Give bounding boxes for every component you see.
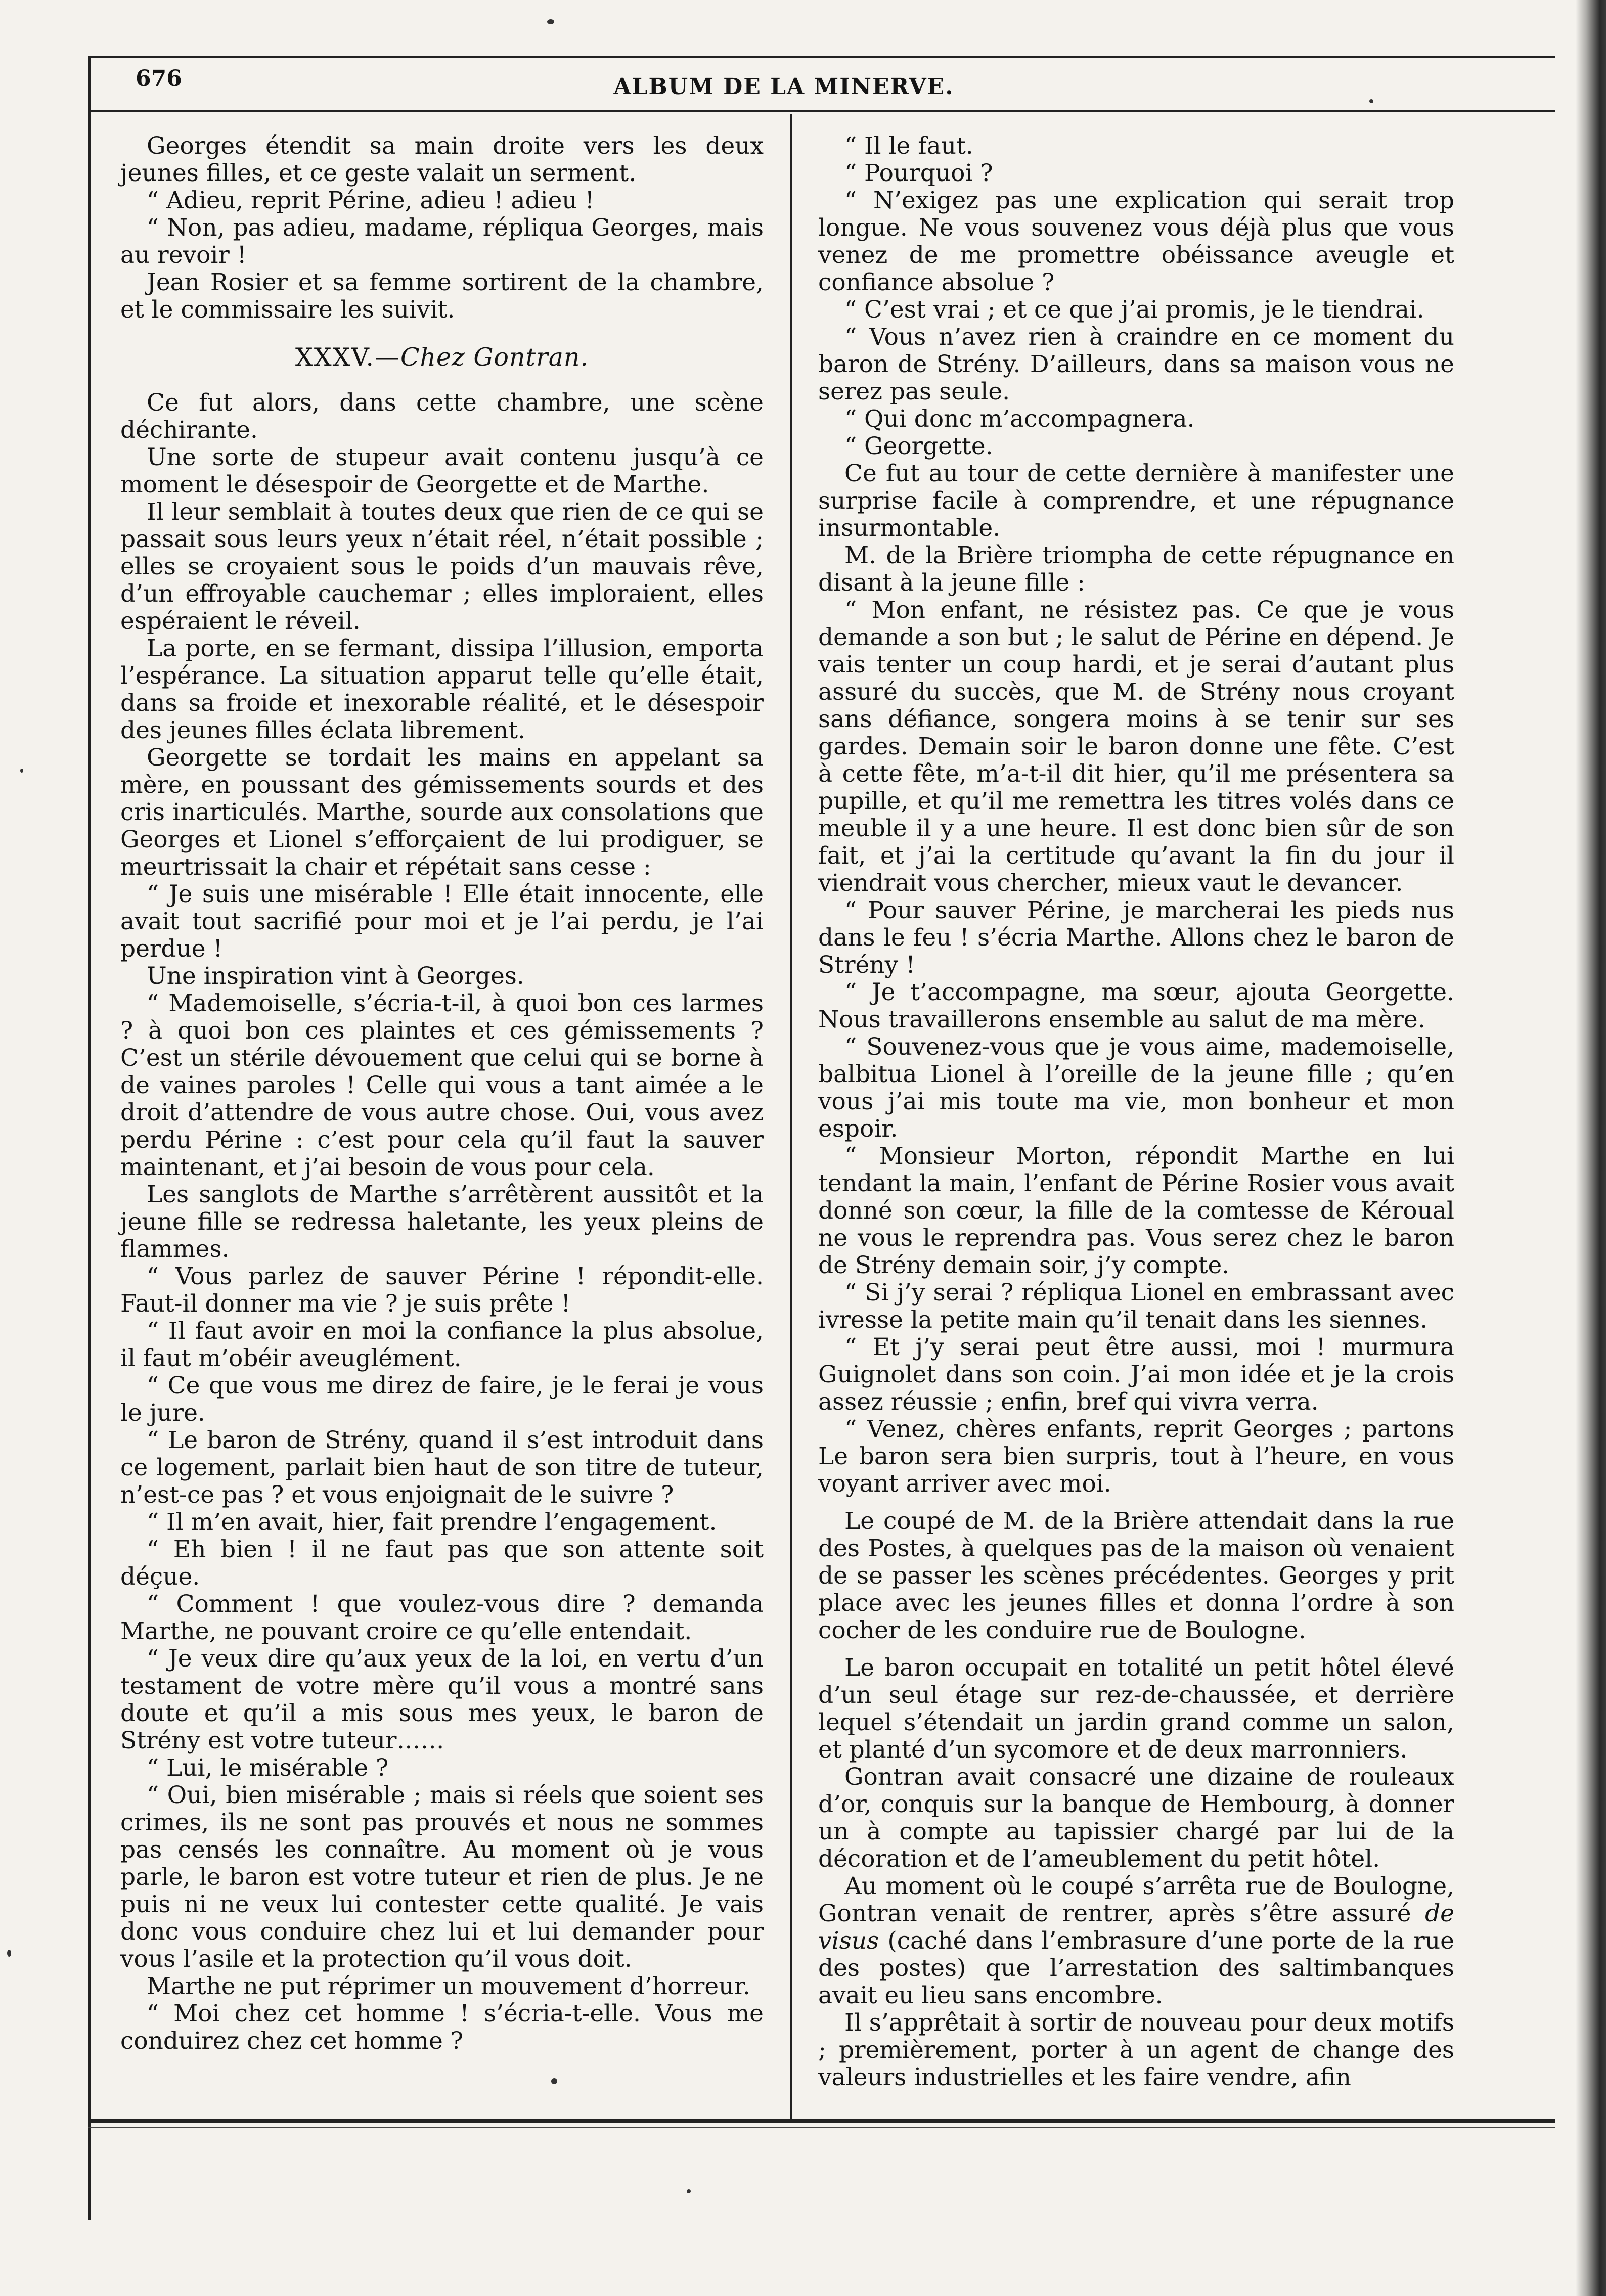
paragraph: “ Oui, bien misérable ; mais si réels que soient ses crimes, ils ne sont pas prouvés et nous ne sommes pas censés les connaître. Au moment où je vous parle, le baron est votre tuteur et rien de plus. Je ne puis ni ne veux lui contester cette qualité. Je vais donc vous conduire chez lui et lui demander pour vous l’asile et la protection qu’il vous doit. [120,1781,764,1973]
paragraph: Ce fut au tour de cette dernière à manifester une surprise facile à comprendre, et une répugnance insurmontable. [818,460,1454,542]
paragraph: “ Le baron de Strény, quand il s’est introduit dans ce logement, parlait bien haut de son titre de tuteur, n’est-ce pas ? et vous enjoignait de le suivre ? [120,1426,764,1509]
paragraph: “ Non, pas adieu, madame, répliqua Georges, mais au revoir ! [120,214,764,269]
paragraph: “ Adieu, reprit Périne, adieu ! adieu ! [147,187,595,214]
scan-speck [687,2189,691,2193]
paragraph: “ Si j’y serai ? répliqua Lionel en embrassant avec ivresse la petite main qu’il tenait dans les siennes. [818,1279,1454,1334]
chapter-title: Chez Gontran. [400,343,589,372]
paragraph: “ Venez, chères enfants, reprit Georges ; partons Le baron sera bien surpris, tout à l’heure, en vous voyant arriver avec moi. [818,1415,1454,1498]
text-run: Au moment où le coupé s’arrêta rue de Boulogne, Gontran venait de rentrer, après s’être assuré [818,1872,1454,1927]
header-rule [88,110,1555,112]
paragraph: Le coupé de M. de la Brière attendait dans la rue des Postes, à quelques pas de la maison où venaient de se passer les scènes précédentes. Georges y prit place avec les jeunes filles et donna l’ordre à son cocher de les conduire rue de Boulogne. [818,1507,1454,1644]
paragraph: Marthe ne put réprimer un mouvement d’horreur. [147,1972,750,2000]
paragraph: “ Je suis une misérable ! Elle était innocente, elle avait tout sacrifié pour moi et je l’ai perdu, je l’ai perdue ! [120,880,764,963]
paragraph: “ Vous parlez de sauver Périne ! répondit-elle. Faut-il donner ma vie ? je suis prête ! [120,1263,764,1318]
paragraph-with-italic [818,1873,1454,2009]
page-frame-bottom-rule [88,2119,1555,2123]
paragraph: “ Eh bien ! il ne faut pas que son attente soit déçue. [120,1536,764,1591]
paragraph: “ Mon enfant, ne résistez pas. Ce que je vous demande a son but ; le salut de Périne en dépend. Je vais tenter un coup hardi, et je serai d’autant plus assuré du succès, que M. de Strény nous croyant sans défiance, songera moins à se tenir sur ses gardes. Demain soir le baron donne une fête. C’est à cette fête, m’a-t-il dit hier, qu’il me présentera sa pupille, et qu’il me remettra les titres volés dans ce meuble il y a une heure. Il est donc bien sûr de son fait, et j’ai la certitude qu’avant la fin du jour il viendrait vous chercher, mieux vaut le devancer. [818,596,1454,897]
paragraph: “ Qui donc m’accompagnera. [844,405,1195,433]
italic-phrase: de visus [818,1900,1454,1955]
page-number: 676 [136,66,182,92]
paragraph: Ce fut alors, dans cette chambre, une scène déchirante. [120,389,764,444]
paragraph: “ Georgette. [844,432,993,460]
chapter-heading [120,344,764,371]
paragraph: “ Comment ! que voulez-vous dire ? demanda Marthe, ne pouvant croire ce qu’elle entendait. [120,1590,764,1645]
paragraph: Les sanglots de Marthe s’arrêtèrent aussitôt et la jeune fille se redressa haletante, les yeux pleins de flammes. [120,1181,764,1263]
paragraph: Le baron occupait en totalité un petit hôtel élevé d’un seul étage sur rez-de-chaussée, et derrière lequel s’étendait un jardin grand comme un salon, et planté d’un sycomore et de deux marronniers. [818,1654,1454,1764]
paragraph: “ Il m’en avait, hier, fait prendre l’engagement. [147,1508,717,1536]
paragraph: Georges étendit sa main droite vers les deux jeunes filles, et ce geste valait un serment. [120,132,764,187]
right-column [818,132,1454,2091]
paragraph: “ Vous n’avez rien à craindre en ce moment du baron de Strény. D’ailleurs, dans sa maison vous ne serez pas seule. [818,323,1454,406]
paragraph: “ Pourquoi ? [844,159,993,187]
scan-speck [1369,99,1373,103]
paragraph: Gontran avait consacré une dizaine de rouleaux d’or, conquis sur la banque de Hembourg, à donner un à compte au tapissier chargé par lui de la décoration et de l’ameublement du petit hôtel. [818,1763,1454,1873]
paragraph: “ Je t’accompagne, ma sœur, ajouta Georgette. Nous travaillerons ensemble au salut de ma mère. [818,978,1454,1033]
text-run: (caché dans l’embrasure d’une porte de la rue des postes) que l’arrestation des saltimbanques avait eu lieu sans encombre. [818,1927,1454,2009]
paragraph: “ Mademoiselle, s’écria-t-il, à quoi bon ces larmes ? à quoi bon ces plaintes et ces gémissements ? C’est un stérile dévouement que celui qui se borne à de vaines paroles ! Celle qui vous a tant aimée a le droit d’attendre de vous autre chose. Oui, vous avez perdu Périne : c’est pour cela qu’il faut la sauver maintenant, et j’ai besoin de vous pour cela. [120,989,764,1181]
running-title: ALBUM DE LA MINERVE. [613,74,954,100]
scan-speck [551,2078,557,2084]
paragraph: “ C’est vrai ; et ce que j’ai promis, je le tiendrai. [844,296,1424,324]
paragraph: “ Il faut avoir en moi la confiance la plus absolue, il faut m’obéir aveuglément. [120,1317,764,1372]
paragraph: “ Je veux dire qu’aux yeux de la loi, en vertu d’un testament de votre mère qu’il vous a montré sans doute et qu’il a mis sous mes yeux, le baron de Strény est votre tuteur…… [120,1645,764,1754]
paragraph: Il s’apprêtait à sortir de nouveau pour deux motifs ; premièrement, porter à un agent de change des valeurs industrielles et les faire vendre, afin [818,2009,1454,2091]
paragraph: “ Et j’y serai peut être aussi, moi ! murmura Guignolet dans son coin. J’ai mon idée et je la crois assez réussie ; enfin, bref qui vivra verra. [818,1333,1454,1416]
scan-speck [547,19,554,24]
paragraph: “ Pour sauver Périne, je marcherai les pieds nus dans le feu ! s’écria Marthe. Allons chez le baron de Strény ! [818,896,1454,979]
column-divider [790,114,792,2119]
left-column [120,132,764,2055]
paragraph: Georgette se tordait les mains en appelant sa mère, en poussant des gémissements sourds et des cris inarticulés. Marthe, sourde aux consolations que Georges et Lionel s’efforçaient de lui prodiguer, se meurtrissait la chair et répétait sans cesse : [120,744,764,881]
paragraph: “ Ce que vous me direz de faire, je le ferai je vous le jure. [120,1372,764,1427]
scan-speck [20,769,23,773]
paragraph: “ Il le faut. [844,132,973,160]
chapter-number: XXXV.— [295,343,400,372]
paragraph: La porte, en se fermant, dissipa l’illusion, emporta l’espérance. La situation apparut telle qu’elle était, dans sa froide et inexorable réalité, et le désespoir des jeunes filles éclata librement. [120,635,764,744]
paragraph: Jean Rosier et sa femme sortirent de la chambre, et le commissaire les suivit. [120,268,764,324]
paragraph: “ N’exigez pas une explication qui serait trop longue. Ne vous souvenez vous déjà plus que vous venez de me promettre obéissance aveugle et confiance absolue ? [818,187,1454,296]
binding-edge [1576,0,1606,2296]
paragraph: “ Monsieur Morton, répondit Marthe en lui tendant la main, l’enfant de Périne Rosier vous avait donné son cœur, la fille de la comtesse de Kéroual ne vous le reprendra pas. Vous serez chez le baron de Strény demain soir, j’y compte. [818,1142,1454,1279]
paragraph: Il leur semblait à toutes deux que rien de ce qui se passait sous leurs yeux n’était réel, n’était possible ; elles se croyaient sous le poids d’un mauvais rêve, d’un effroyable cauchemar ; elles imploraient, elles espéraient le réveil. [120,498,764,635]
page-frame-left-rule [88,56,91,2220]
paragraph: Une inspiration vint à Georges. [147,962,524,990]
paragraph: Une sorte de stupeur avait contenu jusqu’à ce moment le désespoir de Georgette et de Marthe. [120,443,764,499]
page-frame-top-rule [88,56,1555,58]
scan-speck [7,1950,11,1957]
paragraph: “ Moi chez cet homme ! s’écria-t-elle. Vous me conduirez chez cet homme ? [120,2000,764,2055]
paragraph: “ Lui, le misérable ? [147,1754,389,1782]
paragraph: M. de la Brière triompha de cette répugnance en disant à la jeune fille : [818,542,1454,597]
paragraph: “ Souvenez-vous que je vous aime, mademoiselle, balbitua Lionel à l’oreille de la jeune fille ; qu’en vous j’ai mis toute ma vie, mon bonheur et mon espoir. [818,1033,1454,1143]
page-frame-bottom-rule-thin [88,2127,1555,2128]
